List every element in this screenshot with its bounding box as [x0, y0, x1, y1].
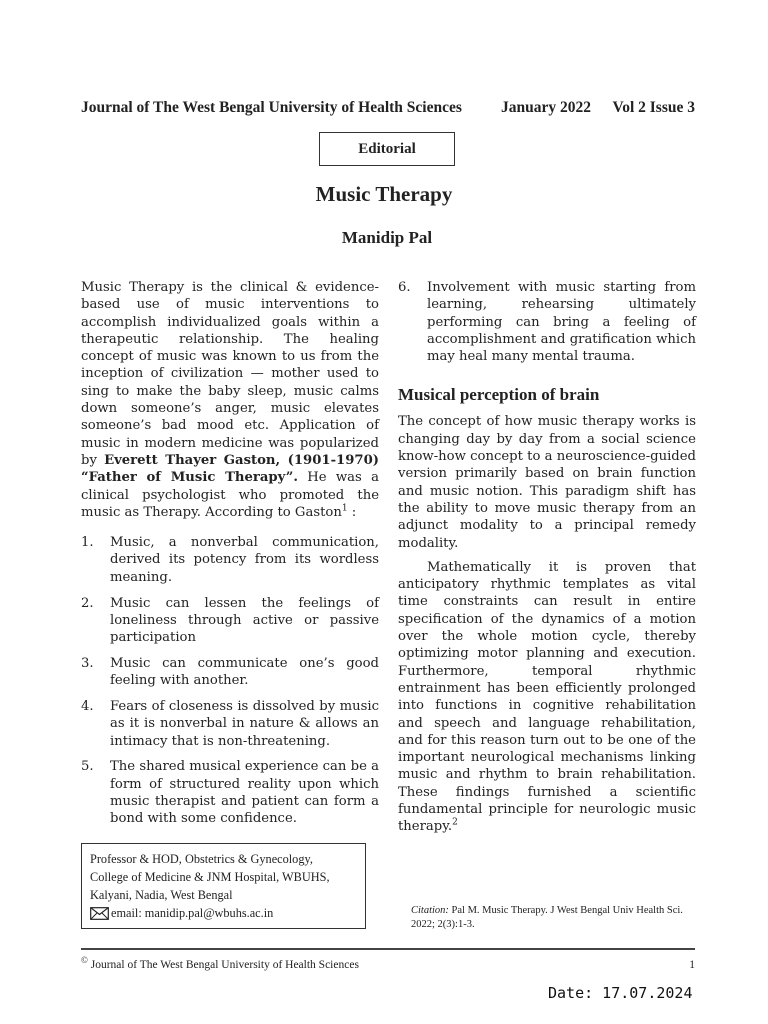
date-stamp: Date: 17.07.2024 — [548, 984, 693, 1002]
intro-text: Music Therapy is the clinical & evidence-based use of music interventions to accomplish individualized goals within a therapeutic relationship. The healing concept of music was known to us from the inception of civilization — mother used to sing to make the baby sleep, music calms down someone’s anger, music elevates someone’s bad mood etc. Application of music in modern medicine was popularized by — [81, 280, 379, 468]
list-text: Involvement with music starting from learning, rehearsing ultimately performing can bring a feeling of accomplishment and gratification which may heal many mental trauma. — [427, 280, 696, 365]
list-text: Music can communicate one’s good feeling with another. — [110, 655, 379, 689]
list-number: 6. — [398, 280, 411, 295]
gaston-name: Everett Thayer Gaston, (1901-1970) “Father of Music Therapy”. — [81, 452, 379, 486]
section-heading: Musical perception of brain — [398, 385, 600, 405]
left-column — [81, 279, 379, 836]
intro-text-continued: He was a clinical psychologist who promoted the music as Therapy. According to Gaston — [81, 470, 379, 520]
footer-copyright — [81, 955, 359, 971]
list-number: 2. — [81, 595, 94, 611]
affiliation-line: College of Medicine & JNM Hospital, WBUHS, — [90, 870, 330, 884]
reference-2: 2 — [452, 817, 458, 828]
perception-paragraph-1: The concept of how music therapy works is changing day by day from a social science know-how concept to a neuroscience-guided version primarily based on brain function and music notion. This paradigm shift has the ability to move music therapy from an adjunct modality to a principal remedy modality. — [398, 414, 696, 551]
envelope-icon — [90, 907, 109, 920]
citation-label: Citation: — [411, 905, 449, 916]
list-item — [81, 595, 379, 647]
issue-date: January 2022 — [501, 99, 591, 116]
citation-text: Pal M. Music Therapy. J West Bengal Univ Health Sci. 2022; 2(3):1-3. — [411, 905, 683, 930]
list-item — [81, 698, 379, 750]
editorial-label: Editorial — [358, 140, 416, 157]
list-number: 1. — [81, 535, 94, 551]
email-line — [90, 904, 357, 922]
affiliation-line: Kalyani, Nadia, West Bengal — [90, 888, 233, 902]
journal-header — [81, 99, 695, 119]
journal-name: Journal of The West Bengal University of Health Sciences — [81, 99, 462, 116]
article-author: Manidip Pal — [341, 228, 433, 247]
editorial-label-box — [319, 132, 455, 166]
list-item — [81, 758, 379, 827]
list-text: Music can lessen the feelings of loneliness through active or passive participation — [110, 595, 379, 646]
intro-paragraph — [81, 279, 379, 521]
affiliation-box — [81, 843, 366, 929]
list-text: Music, a nonverbal communication, derived its potency from its wordless meaning. — [110, 535, 379, 585]
paragraph-text: Mathematically it is proven that anticipatory rhythmic templates as vital time constraints can result in entire specification of the dynamics of a motion over the whole motion cycle, thereby optimizing motor planning and execution. Furthermore, temporal rhythmic entrainment has been efficiently prolonged into functions in cognitive rehabilitation and speech and language rehabilitation, and for this reason turn out to be one of the important neurological mechanisms linking music and rhythm to brain rehabilitation. These findings furnished a scientific fundamental principle for neurologic music therapy. — [398, 559, 696, 835]
list-text: Fears of closeness is dissolved by music as it is nonverbal in nature & allows an intimacy that is non-threatening. — [110, 699, 379, 749]
page-number: 1 — [689, 959, 695, 971]
list-item — [398, 279, 696, 365]
affiliation-line: Professor & HOD, Obstetrics & Gynecology, — [90, 852, 313, 866]
gaston-list — [81, 534, 379, 827]
copyright-icon: © — [81, 955, 88, 966]
right-column — [398, 279, 696, 836]
intro-colon: : — [347, 504, 357, 520]
list-number: 3. — [81, 655, 94, 671]
list-number: 5. — [81, 759, 94, 775]
list-item — [81, 534, 379, 586]
list-text: The shared musical experience can be a form of structured reality upon which music therapist and patient can form a bond with some confidence. — [110, 759, 379, 827]
footer-text: Journal of The West Bengal University of Health Sciences — [87, 959, 359, 971]
perception-paragraph-2 — [398, 559, 696, 836]
reference-1: 1 — [341, 503, 348, 514]
citation — [411, 904, 701, 932]
list-item — [81, 655, 379, 690]
email-address[interactable]: email: manidip.pal@wbuhs.ac.in — [111, 906, 274, 920]
list-number: 4. — [81, 699, 94, 715]
footer-divider — [81, 948, 695, 950]
article-title: Music Therapy — [315, 182, 453, 206]
volume-issue: Vol 2 Issue 3 — [612, 99, 695, 116]
